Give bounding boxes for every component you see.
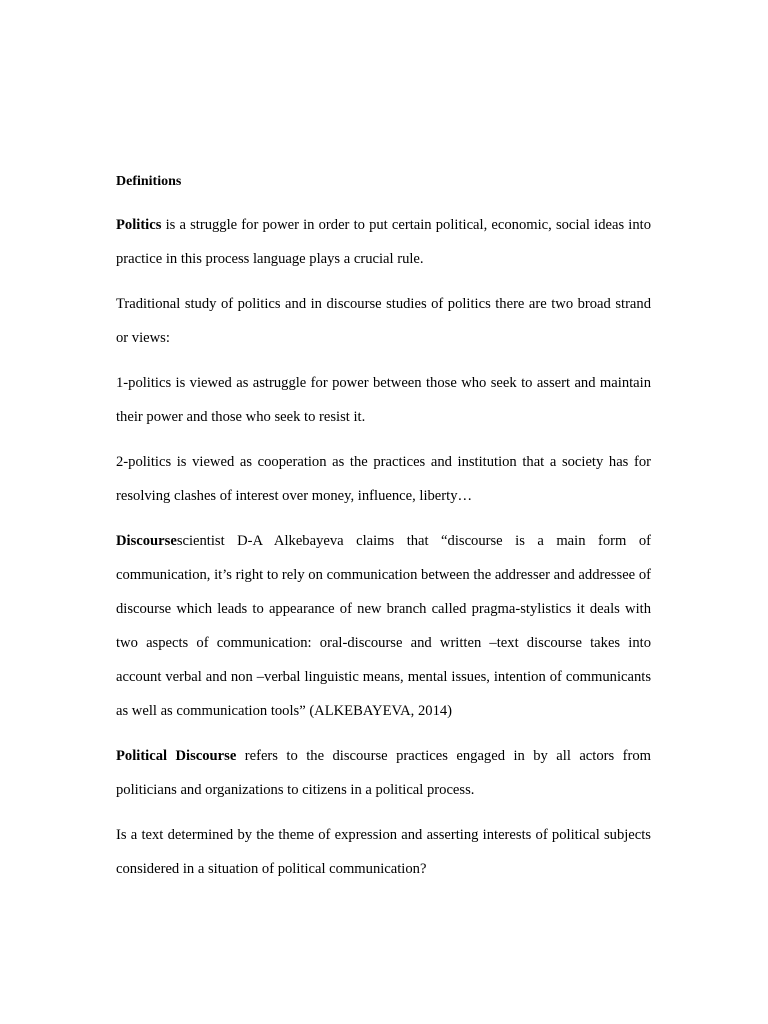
paragraph-politics bbox=[116, 208, 651, 276]
term-discourse: Discourse bbox=[116, 533, 177, 549]
paragraph-discourse bbox=[116, 524, 651, 728]
section-heading: Definitions bbox=[116, 174, 182, 189]
paragraph-political-discourse bbox=[116, 739, 651, 807]
paragraph-view-2: 2-politics is viewed as cooperation as the practices and institution that a society has for resolving clashes of interest over money, influence, liberty… bbox=[116, 454, 651, 504]
paragraph-view-1: 1-politics is viewed as astruggle for power between those who seek to assert and maintain their power and those who seek to resist it. bbox=[116, 375, 651, 425]
political-discourse-definition: refers to the discourse practices engaged in by all actors from politicians and organizations to citizens in a political process. bbox=[116, 748, 651, 798]
paragraph-traditional-study: Traditional study of politics and in discourse studies of politics there are two broad strand or views: bbox=[116, 296, 651, 346]
politics-definition: is a struggle for power in order to put certain political, economic, social ideas into practice in this process language plays a crucial rule. bbox=[116, 217, 651, 267]
discourse-definition: scientist D-A Alkebayeva claims that “discourse is a main form of communication, it’s right to rely on communication between the addresser and addressee of discourse which leads to appearance of new branch called pragma-stylistics it deals with two aspects of communication: oral-discourse and written –text discourse takes into account verbal and non –verbal linguistic means, mental issues, intention of communicants as well as communication tools” (ALKEBAYEVA, 2014) bbox=[116, 533, 651, 719]
term-political-discourse: Political Discourse bbox=[116, 748, 237, 764]
paragraph-question: Is a text determined by the theme of expression and asserting interests of political subjects considered in a situation of political communication? bbox=[116, 827, 651, 877]
term-politics: Politics bbox=[116, 217, 162, 233]
document-page bbox=[116, 172, 651, 897]
